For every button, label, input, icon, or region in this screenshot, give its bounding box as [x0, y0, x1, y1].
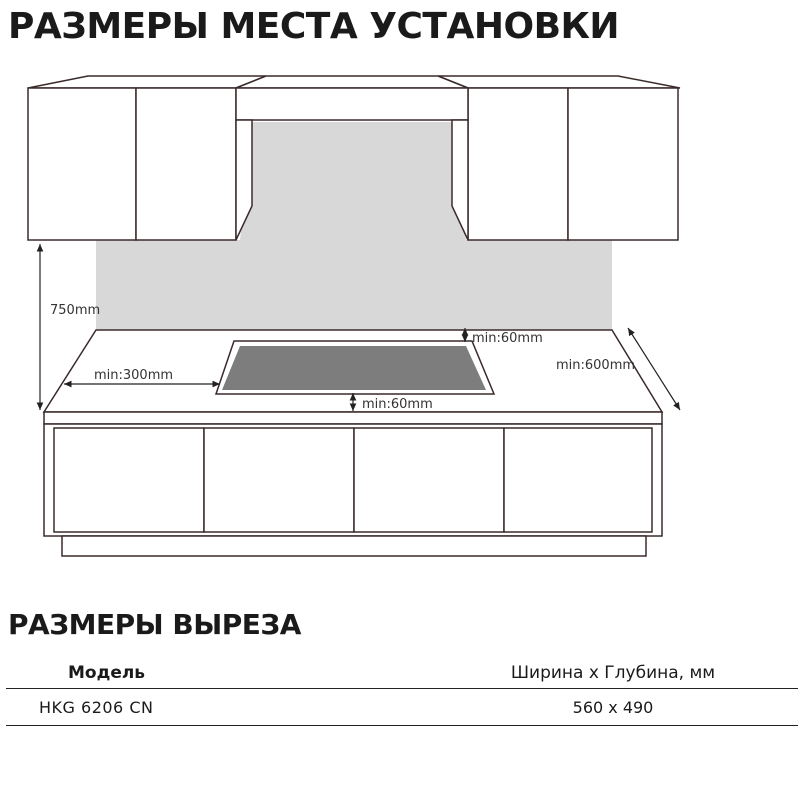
cutout-table [6, 658, 798, 726]
header-size: Ширина х Глубина, мм [428, 658, 798, 689]
depth-dimension-label: min:600mm [556, 358, 636, 373]
table-row [6, 689, 798, 726]
back-clearance-label: min:60mm [472, 331, 543, 346]
front-clearance-label: min:60mm [362, 397, 433, 412]
cell-size: 560 x 490 [428, 689, 798, 726]
cell-model: HKG 6206 CN [6, 689, 428, 726]
height-dimension-label: 750mm [50, 303, 101, 318]
page-title: РАЗМЕРЫ МЕСТА УСТАНОВКИ [8, 6, 620, 47]
table-header-row [6, 658, 798, 689]
base-cabinets [44, 424, 662, 556]
hob [216, 341, 494, 394]
header-model: Модель [6, 658, 428, 689]
side-clearance-label: min:300mm [94, 368, 174, 383]
section-title-cutout: РАЗМЕРЫ ВЫРЕЗА [8, 608, 301, 641]
